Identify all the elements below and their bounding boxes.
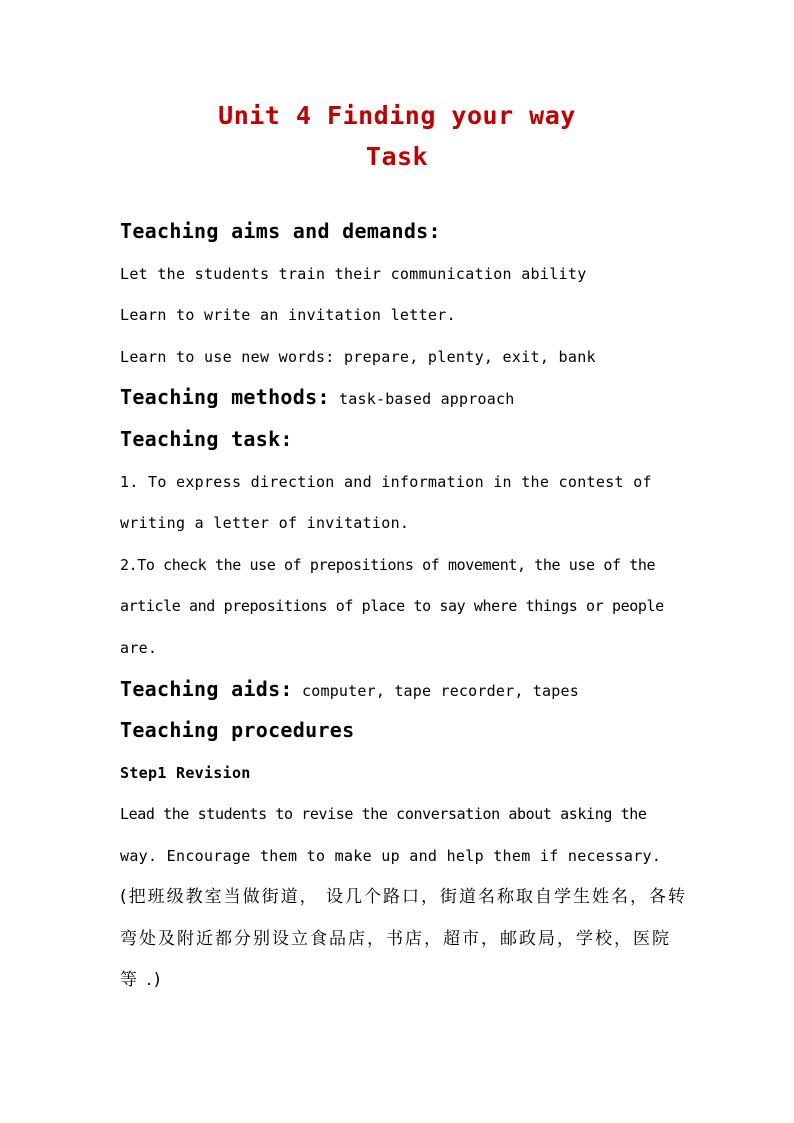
step1-title: Step1 Revision xyxy=(120,764,251,782)
aids-row xyxy=(120,677,676,703)
task-item-2-line-3: are. xyxy=(120,639,158,657)
task-item-1-line-2: writing a letter of invitation. xyxy=(120,514,410,532)
methods-value: task-based approach xyxy=(329,390,515,408)
aids-value: computer, tape recorder, tapes xyxy=(292,682,579,700)
lesson-title: Task xyxy=(365,142,429,171)
aims-item-1: Let the students train their communication ability xyxy=(120,265,587,283)
task-item-2-line-2: article and prepositions of place to say where things or people xyxy=(120,597,664,615)
step1-zh-line-2: 弯处及附近都分别设立食品店，书店，超市，邮政局，学校，医院 xyxy=(120,929,671,949)
methods-row xyxy=(120,385,676,411)
aims-item-3: Learn to use new words: prepare, plenty, exit, bank xyxy=(120,348,596,366)
unit-title: Unit 4 Finding your way xyxy=(218,101,576,130)
aims-item-2: Learn to write an invitation letter. xyxy=(120,306,456,324)
procedures-heading: Teaching procedures xyxy=(120,718,355,742)
task-heading: Teaching task: xyxy=(120,427,293,451)
step1-line-2: way. Encourage them to make up and help them if necessary. xyxy=(120,847,662,865)
task-item-1-line-1: 1. To express direction and information in the contest of xyxy=(120,473,652,491)
task-item-2-line-1: 2.To check the use of prepositions of movement, the use of the xyxy=(120,556,656,574)
aims-heading: Teaching aims and demands: xyxy=(120,219,441,243)
step1-zh-line-1: (把班级教室当做街道， 设几个路口，街道名称取自学生姓名，各转 xyxy=(120,887,688,907)
aids-heading: Teaching aids: xyxy=(120,677,293,701)
methods-heading: Teaching methods: xyxy=(120,385,330,409)
step1-line-1: Lead the students to revise the conversation about asking the xyxy=(120,805,647,823)
step1-zh-line-3: 等 .) xyxy=(120,970,163,990)
